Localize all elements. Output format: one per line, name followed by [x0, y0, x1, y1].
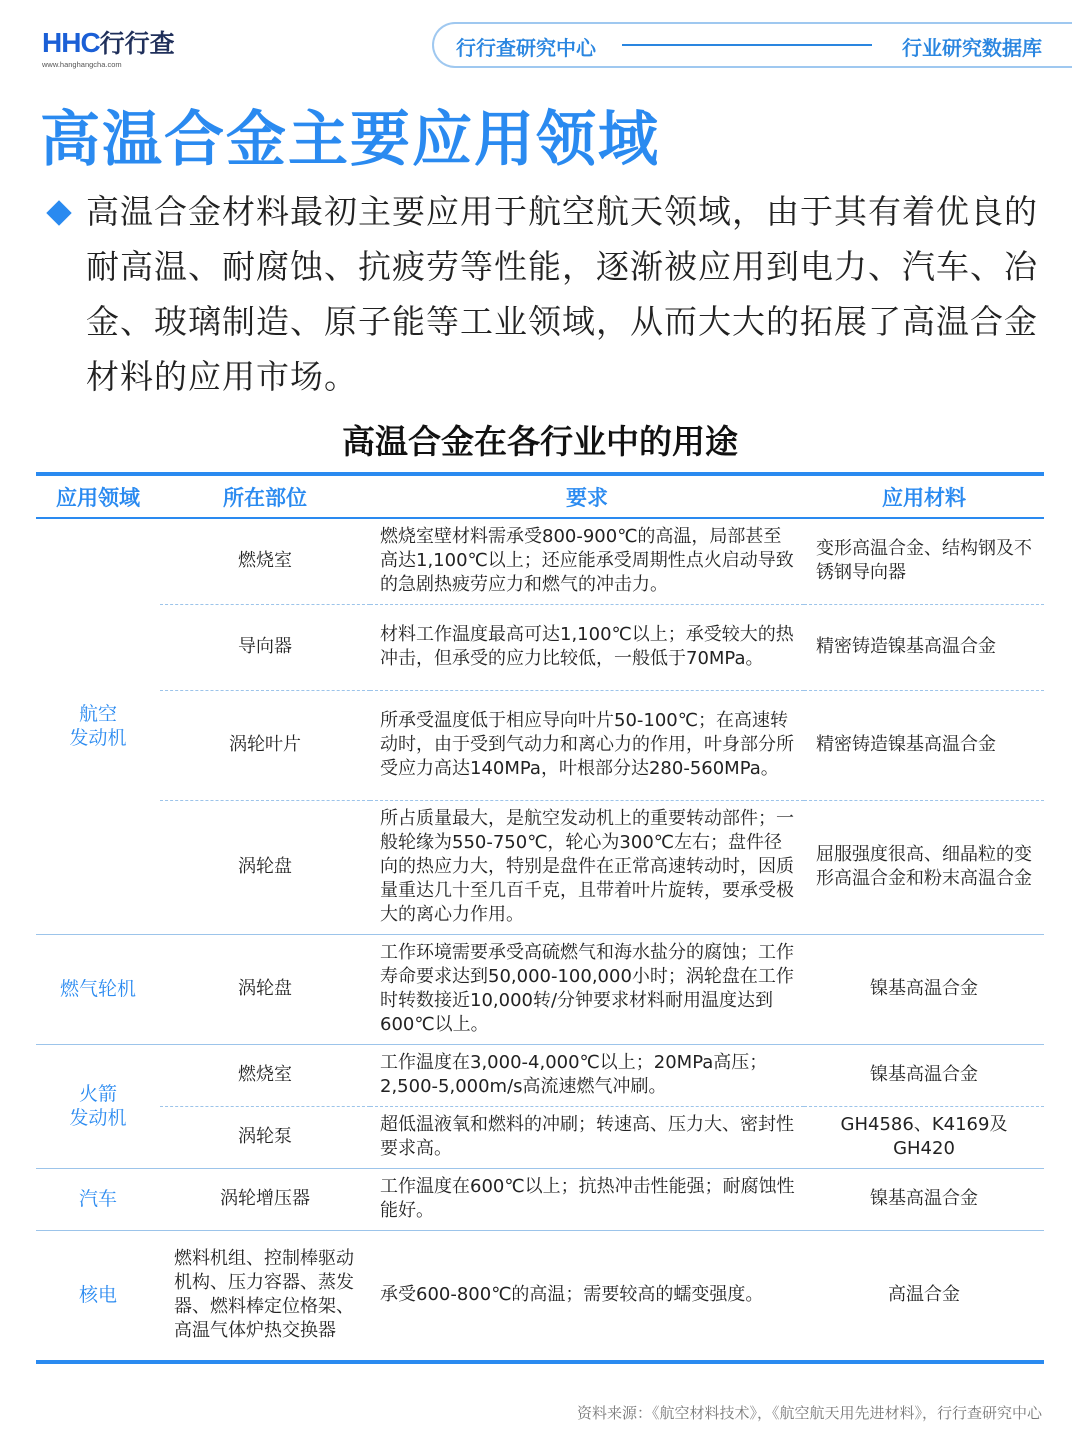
material-cell: GH4586、K4169及GH420: [804, 1106, 1044, 1168]
page-title: 高温合金主要应用领域: [40, 105, 660, 175]
table-row: [36, 518, 1044, 604]
header-material: 应用材料: [882, 485, 966, 510]
field-cell: 核电: [36, 1230, 160, 1362]
field-cell: 汽车: [36, 1168, 160, 1230]
field-cell: [36, 518, 160, 934]
material-cell: 精密铸造镍基高温合金: [804, 690, 1044, 800]
material-cell: 屈服强度很高、细晶粒的变形高温合金和粉末高温合金: [804, 800, 1044, 934]
logo-mark: HHC: [42, 27, 100, 58]
requirement-cell: 材料工作温度最高可达1,100℃以上；承受较大的热冲击，但承受的应力比较低，一般低于70MPa。: [370, 604, 804, 690]
intro-paragraph: [44, 184, 1044, 404]
material-cell: 镍基高温合金: [804, 1044, 1044, 1106]
header-part: 所在部位: [223, 485, 307, 510]
part-cell: 燃烧室: [160, 1044, 370, 1106]
table-header-row: [36, 474, 1044, 518]
material-cell: 变形高温合金、结构钢及不锈钢导向器: [804, 518, 1044, 604]
part-cell: 涡轮泵: [160, 1106, 370, 1168]
field-aero-engine: 航空 发动机: [69, 703, 127, 750]
requirement-cell: 工作温度在600℃以上；抗热冲击性能强；耐腐蚀性能好。: [370, 1168, 804, 1230]
requirement-cell: 工作温度在3,000-4,000℃以上；20MPa高压；2,500-5,000m/s高流速燃气冲刷。: [370, 1044, 804, 1106]
requirement-cell: 燃烧室壁材料需承受800-900℃的高温，局部甚至高达1,100℃以上；还应能承受周期性点火启动导致的急剧热疲劳应力和燃气的冲击力。: [370, 518, 804, 604]
part-cell: 涡轮盘: [160, 800, 370, 934]
table-row: [36, 690, 1044, 800]
part-cell: 燃料机组、控制棒驱动机构、压力容器、蒸发器、燃料棒定位格架、高温气体炉热交换器: [160, 1230, 370, 1362]
requirement-cell: 超低温液氧和燃料的冲刷；转速高、压力大、密封性要求高。: [370, 1106, 804, 1168]
requirement-cell: 所承受温度低于相应导向叶片50-100℃；在高速转动时，由于受到气动力和离心力的作用，叶身部分所受应力高达140MPa，叶根部分达280-560MPa。: [370, 690, 804, 800]
table-title: 高温合金在各行业中的用途: [342, 422, 738, 461]
requirement-cell: 工作环境需要承受高硫燃气和海水盐分的腐蚀；工作寿命要求达到50,000-100,000小时；涡轮盘在工作时转数接近10,000转/分钟要求材料耐用温度达到600℃以上。: [370, 934, 804, 1044]
table-row: [36, 1168, 1044, 1230]
requirement-cell: 所占质量最大，是航空发动机上的重要转动部件；一般轮缘为550-750℃，轮心为300℃左右；盘件径向的热应力大，特别是盘件在正常高速转动时，因质量重达几十至几百千克，且带着叶片旋转，要承受极大的离心力作用。: [370, 800, 804, 934]
header-left-label: 行行查研究中心: [456, 36, 596, 60]
part-cell: 燃烧室: [160, 518, 370, 604]
logo-url: www.hanghangcha.com: [42, 60, 122, 69]
part-cell: 导向器: [160, 604, 370, 690]
header-divider-line: [622, 44, 872, 46]
material-cell: 高温合金: [804, 1230, 1044, 1362]
logo[interactable]: [42, 26, 192, 70]
header-right-label: 行业研究数据库: [902, 36, 1042, 60]
diamond-bullet-icon: [46, 200, 71, 225]
material-cell: 镍基高温合金: [804, 934, 1044, 1044]
header-field: 应用领域: [56, 485, 140, 510]
part-cell: 涡轮盘: [160, 934, 370, 1044]
part-cell: 涡轮叶片: [160, 690, 370, 800]
field-cell: [36, 1044, 160, 1168]
source-note: 资料来源：《航空材料技术》，《航空航天用先进材料》，行行查研究中心: [576, 1404, 1042, 1422]
intro-text: 高温合金材料最初主要应用于航空航天领域，由于其有着优良的耐高温、耐腐蚀、抗疲劳等性能，逐渐被应用到电力、汽车、冶金、玻璃制造、原子能等工业领域，从而大大的拓展了高温合金材料的应用市场。: [86, 192, 1038, 396]
table-row: [36, 934, 1044, 1044]
table-row: [36, 1106, 1044, 1168]
header-requirement: 要求: [566, 485, 608, 510]
requirement-cell: 承受600-800℃的高温；需要较高的蠕变强度。: [370, 1230, 804, 1362]
usage-table: [36, 472, 1044, 1364]
field-rocket-engine: 火箭 发动机: [69, 1083, 127, 1129]
logo-cn: 行行查: [99, 30, 175, 58]
table-row: [36, 604, 1044, 690]
table-row: [36, 1044, 1044, 1106]
header-banner: [432, 22, 1072, 68]
field-cell: 燃气轮机: [36, 934, 160, 1044]
part-cell: 涡轮增压器: [160, 1168, 370, 1230]
table-row: [36, 1230, 1044, 1362]
material-cell: 镍基高温合金: [804, 1168, 1044, 1230]
table-row: [36, 800, 1044, 934]
material-cell: 精密铸造镍基高温合金: [804, 604, 1044, 690]
